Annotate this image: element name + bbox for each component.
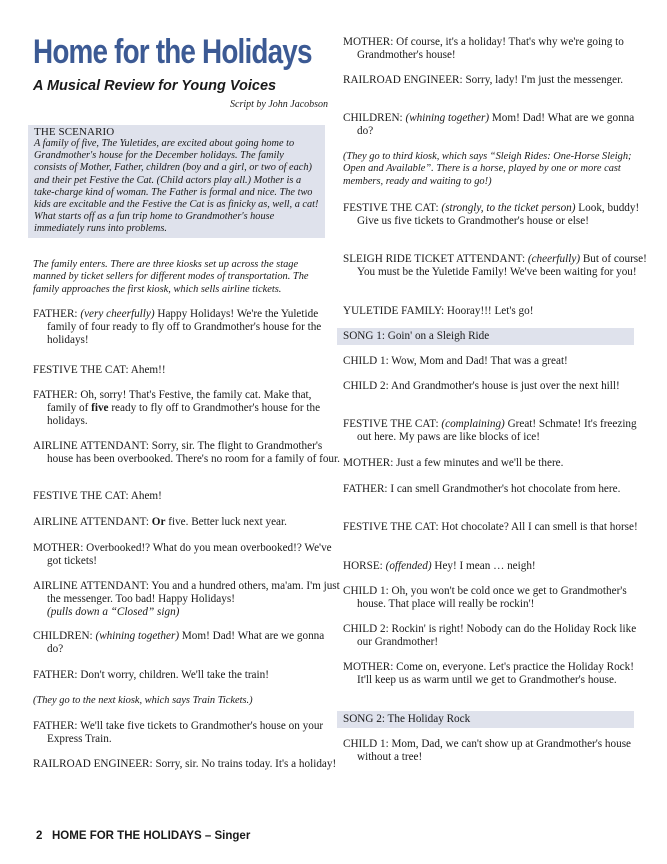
speaker: FATHER: [343,483,388,495]
song-heading: SONG 1: Goin' on a Sleigh Ride [337,328,634,345]
dialogue-text: Happy Holidays! We're the Yuletide family of four ready to fly off to Grandmother's house for the holidays! [47,308,322,347]
dialogue-text: Of course, it's a holiday! That's why we're going to Grandmother's house! [357,36,624,62]
stage-direction: (They go to third kiosk, which says “Sleigh Rides: One-Horse Sleigh; Open and Available”. There is a horse, played by one or more cast members, ready and waiting to go!) [343,151,632,187]
direction: (pulls down a “Closed” sign) [47,606,180,619]
speaker: CHILD 2: [343,623,389,635]
dialogue-line [33,630,340,656]
dialogue-line [343,560,650,573]
dialogue-line [33,440,340,466]
dialogue-line [33,389,340,429]
dialogue-text: Just a few minutes and we'll be there. [396,457,564,469]
dialogue-line [33,516,340,529]
speaker: CHILD 1: [343,585,389,597]
speaker: CHILDREN: [33,630,93,642]
speaker: FESTIVE THE CAT: [33,490,129,502]
dialogue-line [33,308,340,348]
dialogue-text: Great! Schmate! It's freezing out here. My paws are like blocks of ice! [357,418,637,444]
dialogue-text: Ahem!! [130,364,166,376]
dialogue-line [343,202,650,228]
dialogue-line [343,380,650,393]
song-heading: SONG 2: The Holiday Rock [337,711,634,728]
dialogue-line [33,758,340,771]
dialogue-line [33,490,340,503]
dialogue-text: Oh, you won't be cold once we get to Grandmother's house. That place will really be rockin'! [357,585,627,611]
speaker: AIRLINE ATTENDANT: [33,580,149,592]
dialogue-line [343,355,650,368]
dialogue-line [33,542,340,568]
page-number: 2 [36,830,43,842]
speaker: MOTHER: [343,661,394,673]
page-subtitle: A Musical Review for Young Voices [33,78,277,94]
scenario-box [28,125,325,238]
speaker: FATHER: [33,720,78,732]
dialogue-text: Mom, Dad, we can't show up at Grandmother's house without a tree! [357,738,632,764]
speaker: FATHER: [33,308,78,320]
dialogue-text: Don't worry, children. We'll take the train! [80,669,269,681]
dialogue-line [33,720,340,746]
dialogue-text: Sorry, lady! I'm just the messenger. [465,74,624,86]
dialogue-text: Mom! Dad! What are we gonna do? [357,112,635,138]
dialogue-text: You and a hundred others, ma'am. I'm just the messenger. Too bad! Happy Holidays! [47,580,340,606]
dialogue-line [343,738,650,764]
dialogue-text: I can smell Grandmother's hot chocolate from here. [390,483,621,495]
dialogue-text: Hooray!!! Let's go! [446,305,534,317]
dialogue-text: Ahem! [130,490,162,502]
speaker: YULETIDE FAMILY: [343,305,445,317]
speaker: MOTHER: [343,36,394,48]
speaker: FATHER: [33,669,78,681]
speaker: RAILROAD ENGINEER: [33,758,153,770]
dialogue-text: Hot chocolate? All I can smell is that horse! [441,521,638,533]
dialogue-line [343,253,650,279]
direction: (cheerfully) [527,253,581,265]
dialogue-line [343,623,650,649]
dialogue-line [343,483,650,496]
footer-text: HOME FOR THE HOLIDAYS – Singer [52,830,251,842]
speaker: FESTIVE THE CAT: [343,418,439,430]
dialogue-line [343,112,650,138]
speaker: HORSE: [343,560,383,572]
dialogue-text: We'll take five tickets to Grandmother's house on your Express Train. [47,720,324,746]
page-title: Home for the Holidays [33,33,312,71]
dialogue-text: Look, buddy! Give us five tickets to Grandmother's house or else! [357,202,640,228]
dialogue-text: Oh, sorry! That's Festive, the family cat. Make that, family of [47,389,312,415]
direction: (whining together) [95,630,180,642]
stage-direction: The family enters. There are three kiosks set up across the stage manned by ticket sellers for different modes of transportation. The family approaches the first kiosk, which sells airline tickets. [33,259,309,295]
speaker: CHILDREN: [343,112,403,124]
speaker: FESTIVE THE CAT: [33,364,129,376]
dialogue-text: But of course! You must be the Yuletide Family! We've been waiting for you! [357,253,647,279]
dialogue-text: ready to fly off to Grandmother's house for the holidays. [47,402,321,428]
stage-direction: (They go to the next kiosk, which says Train Tickets.) [33,695,253,706]
dialogue-line [33,364,340,377]
dialogue-text: Rockin' is right! Nobody can do the Holiday Rock like our Grandmother! [357,623,637,649]
speaker: AIRLINE ATTENDANT: [33,440,149,452]
dialogue-line [343,305,650,318]
dialogue-text: Sorry, sir. No trains today. It's a holiday! [155,758,337,770]
direction: (very cheerfully) [80,308,155,320]
emphasis-text: Or [151,516,166,528]
page-footer [36,830,250,842]
direction: (offended) [385,560,432,572]
speaker: FESTIVE THE CAT: [343,202,439,214]
dialogue-line [343,661,650,687]
speaker: CHILD 2: [343,380,389,392]
dialogue-text: And Grandmother's house is just over the next hill! [390,380,620,392]
dialogue-line [343,457,650,470]
script-credit: Script by John Jacobson [230,99,329,110]
dialogue-line [33,580,340,620]
scenario-heading: THE SCENARIO [34,126,115,138]
dialogue-line [343,74,650,87]
scenario-text: A family of five, The Yuletides, are excited about going home to Grandmother's house for the December holidays. The family consists of Mother, Father, children (boy and a girl, or two of each) and their pet Festive the Cat. (Child actors play all.) Mother is a take-charge kind of woman. The Father is formal and nice. The two kids are excitable and the Festive the Cat is as finicky as, well, a cat! What starts off as a fun trip home to Grandmother's house immediately runs into problems. [34,138,319,235]
dialogue-text: five. Better luck next year. [168,516,287,528]
dialogue-line [343,36,650,62]
emphasis-text: five [91,402,109,415]
dialogue-text: Hey! I mean … neigh! [434,560,536,572]
speaker: AIRLINE ATTENDANT: [33,516,149,528]
speaker: CHILD 1: [343,355,389,367]
speaker: MOTHER: [343,457,394,469]
speaker: FATHER: [33,389,78,401]
dialogue-line [343,585,650,611]
speaker: RAILROAD ENGINEER: [343,74,463,86]
dialogue-line [343,521,650,534]
speaker: FESTIVE THE CAT: [343,521,439,533]
dialogue-text: Mom! Dad! What are we gonna do? [47,630,325,656]
dialogue-text: Come on, everyone. Let's practice the Holiday Rock! It'll keep us as warm until we get to Grandmother's house. [357,661,634,687]
dialogue-line [33,669,340,682]
speaker: SLEIGH RIDE TICKET ATTENDANT: [343,253,526,265]
speaker: MOTHER: [33,542,84,554]
direction: (complaining) [441,418,505,430]
dialogue-line [343,418,650,444]
speaker: CHILD 1: [343,738,389,750]
direction: (whining together) [405,112,490,124]
direction: (strongly, to the ticket person) [441,202,576,214]
dialogue-text: Overbooked!? What do you mean overbooked!? We've got tickets! [47,542,332,568]
dialogue-text: Sorry, sir. The flight to Grandmother's house has been overbooked. There's no room for a family of four. [47,440,340,466]
dialogue-text: Wow, Mom and Dad! That was a great! [391,355,568,367]
